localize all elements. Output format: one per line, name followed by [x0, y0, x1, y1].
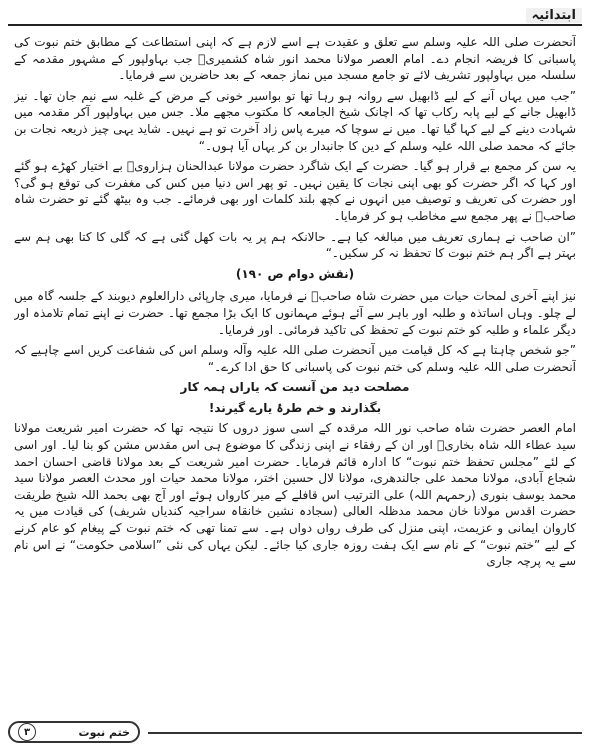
- paragraph-last-moments: نیز اپنے آخری لمحات حیات میں حضرت شاہ صاحبؒ نے فرمایا، میری چارپائی دارالعلوم دیوبند کے جلسہ گاہ میں لے چلو۔ وہاں اساتذہ و طلبہ اور باہر سے آئے ہوئے مہمانوں کا ایک بڑا مجمع تھا۔ حضرت نے اپنے تمام تلامذہ اور دیگر علماء و طلبہ کو ختم نبوت کے تحفظ کی تاکید فرمائی۔ اور فرمایا۔: [14, 289, 576, 337]
- quote-shah-sahib: ”جب میں یہاں آنے کے لیے ڈابھیل سے روانہ ہو رہا تھا تو بواسیر خونی کے مرض کے غلبہ سے نیم جان تھا۔ نیز ڈابھیل جانے کے لیے پابہ رکاب تھا کہ اچانک شیخ الجامعہ کا مکتوب مجھے ملا۔ جس میں بہاولپور آکر مقدمہ میں شہادت دینے کے لیے کہا گیا تھا۔ میں نے سوچا کہ میرے پاس زاد آخرت تو ہے نہیں۔ شاید یہی چیز ذریعہ نجات بن جائے کہ محمد صلی اللہ علیہ وسلم کے دین کا جانبدار بن کر یہاں آیا ہوں۔“: [14, 88, 576, 153]
- section-title: ابتدائیہ: [526, 8, 582, 23]
- page-header: [8, 8, 582, 26]
- magazine-name: ختم نبوت: [78, 725, 130, 739]
- paragraph-majlis: امام العصر حضرت شاہ صاحب نور اللہ مرقدہ کے اسی سوز دروں کا نتیجہ تھا کہ حضرت امیر شریعت مولانا سید عطاء اللہ شاہ بخاریؒ اور ان کے رفقاء نے اپنی زندگی کا موضوع ہی اس مقدس مشن کو بنا لیا۔ اور اسی کے لئے ”مجلس تحفظ ختم نبوت“ کا ادارہ قائم فرمایا۔ حضرت امیر شریعت کے بعد مولانا قاضی احسان احمد شجاع آبادی، مولانا محمد علی جالندھری، مولانا لال حسین اختر، مولانا محمد حیات اور محدث العصر مولانا سید محمد یوسف بنوری (رحمہم اللہ) علی الترتیب اس قافلے کے میر کارواں ہوئے اور آج بھی بحمد اللہ شیخ طریقت حضرت اقدس مولانا خان محمد مدظلہ العالی (سجادہ نشین خانقاہ سراجیہ کندیاں شریف) کی قیادت میں یہ کاروان ایمانی و عزیمت، اپنی منزل کی طرف رواں دواں ہے۔ سے تمنا تھی کہ ختم نبوت کے پیغام کو عام کرنے کے لیے ”ختم نبوت“ کے نام سے ایک ہفت روزہ جاری کیا جائے۔ لیکن یہاں کی نئی ”اسلامی حکومت“ نے اس نام سے یہ پرچہ جاری: [14, 421, 576, 569]
- footer-rule: [148, 732, 582, 734]
- quote-gali-ka-kutta: ”ان صاحب نے ہماری تعریف میں مبالغہ کیا ہے۔ حالانکہ ہم پر یہ بات کھل گئی ہے کہ گلی کا کتا بھی ہم سے بہتر ہے اگر ہم ختم نبوت کا تحفظ نہ کر سکیں۔“: [14, 229, 576, 261]
- verse-line-1: مصلحت دید من آنست کہ یاراں ہمہ کار: [180, 380, 410, 395]
- page-footer: [8, 719, 582, 745]
- article-body: [14, 34, 576, 715]
- magazine-badge: [8, 721, 140, 743]
- reference-citation: (نقش دوام ص ۱۹۰): [235, 266, 355, 281]
- page-number: ۳: [18, 723, 36, 741]
- header-rule: [8, 24, 582, 26]
- paragraph-reaction: یہ سن کر مجمع بے قرار ہو گیا۔ حضرت کے ایک شاگرد حضرت مولانا عبدالحنان ہزارویؒ بے اختیار کھڑے ہو گئے اور کہا کہ اگر حضرت کو بھی اپنی نجات کا یقین نہیں۔ تو پھر اس دنیا میں کس کی مغفرت کی توقع ہو گی؟ اور حضرت کی تعریف و توصیف میں انہوں نے کچھ بلند کلمات اور بھی فرمائے۔ جب وہ بیٹھ گئے تو حضرت شاہ صاحبؒ نے پھر مجمع سے مخاطب ہو کر فرمایا۔: [14, 159, 576, 223]
- quote-shafaat: ”جو شخص چاہتا ہے کہ کل قیامت میں آنحضرت صلی اللہ علیہ وآلہ وسلم اس کی شفاعت کریں اسے چاہیے کہ آنحضرت صلی اللہ علیہ وسلم کی ختم نبوت کی پاسبانی کا حق ادا کرے۔“: [14, 343, 576, 374]
- verse-line-2: بگذارند و خم طرۂ یارے گیرند!: [208, 400, 382, 415]
- paragraph-intro: آنحضرت صلی اللہ علیہ وسلم سے تعلق و عقیدت ہے اسے لازم ہے کہ اپنی استطاعت کے مطابق ختم نبوت کی پاسبانی کا فریضہ انجام دے۔ امام العصر مولانا محمد انور شاہ کشمیریؒ جب بہاولپور کے مشہور مقدمہ کے سلسلہ میں بہاولپور تشریف لائے تو جامع مسجد میں نماز جمعہ کے بعد حاضرین سے فرمایا۔: [14, 35, 576, 83]
